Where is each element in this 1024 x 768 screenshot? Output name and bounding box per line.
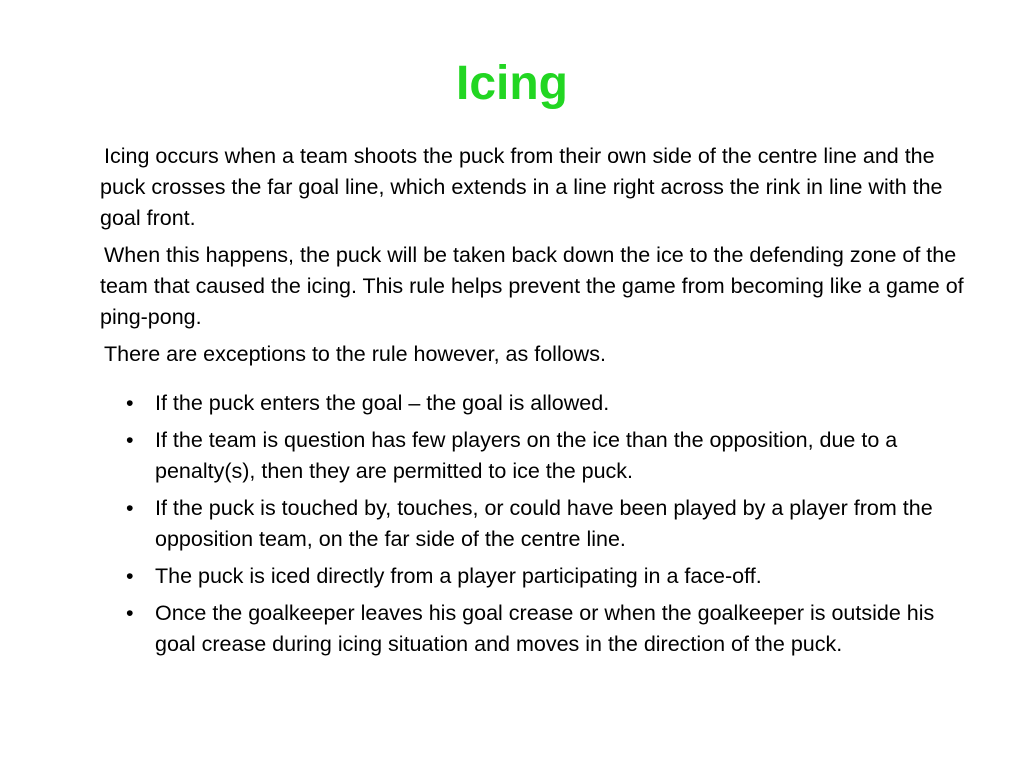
- list-item: [100, 598, 970, 660]
- paragraph-consequence: When this happens, the puck will be taken back down the ice to the defending zone of the team that caused the icing. This rule helps prevent the game from becoming like a game of ping-pong.: [100, 243, 964, 329]
- list-item: [100, 493, 970, 555]
- paragraph-definition: Icing occurs when a team shoots the puck from their own side of the centre line and the puck crosses the far goal line, which extends in a line right across the rink in line with the goal front.: [100, 144, 943, 230]
- bullet-icon: •: [126, 391, 134, 415]
- list-item-text: If the team is question has few players on the ice than the opposition, due to a penalty(s), then they are permitted to ice the puck.: [155, 428, 898, 483]
- list-item: [100, 388, 970, 419]
- bullet-icon: •: [126, 601, 134, 625]
- exceptions-list: [100, 388, 970, 660]
- bullet-icon: •: [126, 564, 134, 588]
- slide-title: Icing: [455, 57, 568, 110]
- paragraph-exceptions-intro: There are exceptions to the rule however, as follows.: [104, 342, 606, 366]
- list-item-text: Once the goalkeeper leaves his goal crease or when the goalkeeper is outside his goal crease during icing situation and moves in the direction of the puck.: [155, 601, 935, 656]
- bullet-icon: •: [126, 428, 134, 452]
- bullet-icon: •: [126, 496, 134, 520]
- list-item-text: The puck is iced directly from a player participating in a face-off.: [155, 564, 762, 588]
- list-item: [100, 561, 970, 592]
- list-item: [100, 425, 970, 487]
- list-item-text: If the puck is touched by, touches, or could have been played by a player from the opposition team, on the far side of the centre line.: [155, 496, 933, 551]
- slide-body: [100, 141, 970, 666]
- list-item-text: If the puck enters the goal – the goal is allowed.: [155, 391, 610, 415]
